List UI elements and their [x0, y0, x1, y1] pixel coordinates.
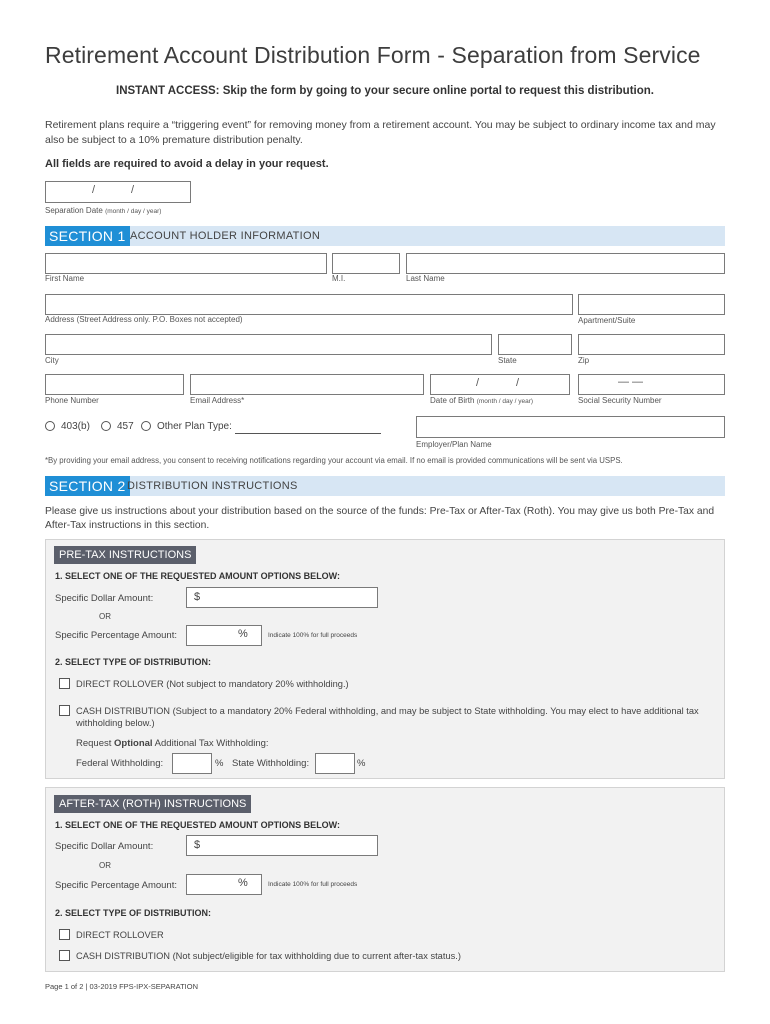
section2-intro: Please give us instructions about your distribution based on the source of the funds: Pre-Tax or After-Tax (Roth). You may give us both Pre-Tax and After-Tax instructions in this section.	[45, 506, 715, 531]
radio-457[interactable]	[101, 421, 111, 431]
address-label: Address (Street Address only. P.O. Boxes not accepted)	[45, 315, 243, 324]
aftertax-direct-rollover-checkbox[interactable]	[59, 929, 70, 940]
aftertax-tag: AFTER-TAX (ROTH) INSTRUCTIONS	[54, 795, 251, 813]
separation-date-field[interactable]	[45, 181, 191, 203]
section2-header	[45, 476, 725, 496]
address-field[interactable]	[45, 294, 573, 315]
page-footer: Page 1 of 2 | 03-2019 FPS-IPX-SEPARATION	[45, 982, 198, 991]
federal-withholding-field[interactable]	[172, 753, 212, 774]
phone-field[interactable]	[45, 374, 184, 395]
employer-plan-label: Employer/Plan Name	[416, 440, 492, 449]
section1-header	[45, 226, 725, 246]
pretax-direct-rollover-checkbox[interactable]	[59, 678, 70, 689]
pretax-step1-heading: 1. SELECT ONE OF THE REQUESTED AMOUNT OPTIONS BELOW:	[55, 571, 341, 581]
last-name-field[interactable]	[406, 253, 725, 274]
dollar-sign: $	[194, 839, 201, 851]
mi-label: M.I.	[332, 274, 346, 283]
state-label: State	[498, 356, 517, 365]
zip-label: Zip	[578, 356, 590, 365]
apartment-field[interactable]	[578, 294, 725, 315]
radio-403b-label: 403(b)	[61, 421, 90, 432]
phone-label: Phone Number	[45, 396, 99, 405]
aftertax-percent-hint: Indicate 100% for full proceeds	[268, 881, 358, 888]
aftertax-or: OR	[99, 861, 111, 870]
aftertax-step1-heading: 1. SELECT ONE OF THE REQUESTED AMOUNT OPTIONS BELOW:	[55, 820, 341, 830]
state-withholding-field[interactable]	[315, 753, 355, 774]
percent-sign: %	[238, 877, 248, 889]
pretax-cash-distribution-checkbox[interactable]	[59, 705, 70, 716]
pretax-dollar-field[interactable]	[186, 587, 378, 608]
dob-label: Date of Birth (month / day / year)	[430, 396, 534, 405]
section1-number: SECTION 1	[45, 226, 130, 246]
intro-text: Retirement plans require a “triggering event” for removing money from a retirement account. You may be subject to ordinary income tax and may also be subject to a 10% premature distribution penalty.	[45, 119, 716, 146]
separation-date-label: Separation Date (month / day / year)	[45, 206, 162, 215]
pretax-percent-field[interactable]	[186, 625, 262, 646]
state-field[interactable]	[498, 334, 572, 355]
date-separator: /	[516, 377, 520, 389]
pretax-percent-label: Specific Percentage Amount:	[55, 630, 177, 641]
state-percent-sign: %	[357, 758, 366, 769]
first-name-field[interactable]	[45, 253, 327, 274]
other-plan-type-line[interactable]	[235, 433, 381, 434]
aftertax-cash-distribution-checkbox[interactable]	[59, 950, 70, 961]
state-withholding-label: State Withholding:	[232, 758, 310, 769]
ssn-label: Social Security Number	[578, 396, 662, 405]
page-title: Retirement Account Distribution Form - Separation from Service	[45, 42, 701, 68]
pretax-direct-rollover-label: DIRECT ROLLOVER (Not subject to mandatory 20% withholding.)	[76, 679, 349, 689]
pretax-tag: PRE-TAX INSTRUCTIONS	[54, 546, 196, 564]
first-name-label: First Name	[45, 274, 85, 283]
percent-sign: %	[238, 628, 248, 640]
date-separator: /	[476, 377, 480, 389]
pretax-percent-hint: Indicate 100% for full proceeds	[268, 632, 358, 639]
pretax-step2-heading: 2. SELECT TYPE OF DISTRIBUTION:	[55, 657, 212, 667]
middle-initial-field[interactable]	[332, 253, 400, 274]
dob-field[interactable]	[430, 374, 570, 395]
radio-other-plan-label: Other Plan Type:	[157, 421, 232, 432]
email-label: Email Address*	[190, 396, 245, 405]
pretax-cash-distribution-label: CASH DISTRIBUTION (Subject to a mandatory 20% Federal withholding, and may be subject to State withholding. You may elect to have additional tax withholding below.)	[76, 706, 699, 728]
radio-403b[interactable]	[45, 421, 55, 431]
zip-field[interactable]	[578, 334, 725, 355]
federal-percent-sign: %	[215, 758, 224, 769]
city-field[interactable]	[45, 334, 492, 355]
pretax-dollar-label: Specific Dollar Amount:	[55, 593, 154, 604]
date-separator: /	[92, 184, 96, 196]
last-name-label: Last Name	[406, 274, 445, 283]
all-fields-required-note: All fields are required to avoid a delay in your request.	[45, 158, 329, 170]
ssn-field[interactable]	[578, 374, 725, 395]
date-separator: /	[131, 184, 135, 196]
aftertax-dollar-field[interactable]	[186, 835, 378, 856]
radio-457-label: 457	[117, 421, 134, 432]
section2-title: DISTRIBUTION INSTRUCTIONS	[127, 480, 298, 492]
aftertax-cash-distribution-label: CASH DISTRIBUTION (Not subject/eligible for tax withholding due to current after-tax status.)	[76, 951, 461, 961]
optional-withholding-label: Request Optional Additional Tax Withholding:	[76, 738, 269, 749]
city-label: City	[45, 356, 59, 365]
radio-other-plan[interactable]	[141, 421, 151, 431]
email-consent-note: *By providing your email address, you consent to receiving notifications regarding your account via email. If no email is provided communications will be sent via USPS.	[45, 456, 623, 465]
dollar-sign: $	[194, 591, 201, 603]
ssn-separators: — —	[618, 376, 644, 388]
employer-plan-field[interactable]	[416, 416, 725, 438]
apartment-label: Apartment/Suite	[578, 316, 636, 325]
aftertax-step2-heading: 2. SELECT TYPE OF DISTRIBUTION:	[55, 908, 212, 918]
aftertax-dollar-label: Specific Dollar Amount:	[55, 841, 154, 852]
section1-title: ACCOUNT HOLDER INFORMATION	[130, 230, 321, 242]
instant-access-note: INSTANT ACCESS: Skip the form by going to your secure online portal to request this distribution.	[116, 85, 654, 97]
aftertax-percent-label: Specific Percentage Amount:	[55, 880, 177, 891]
section2-number: SECTION 2	[45, 476, 130, 496]
aftertax-percent-field[interactable]	[186, 874, 262, 895]
pretax-or: OR	[99, 612, 111, 621]
aftertax-direct-rollover-label: DIRECT ROLLOVER	[76, 930, 164, 940]
federal-withholding-label: Federal Withholding:	[76, 758, 164, 769]
email-field[interactable]	[190, 374, 424, 395]
